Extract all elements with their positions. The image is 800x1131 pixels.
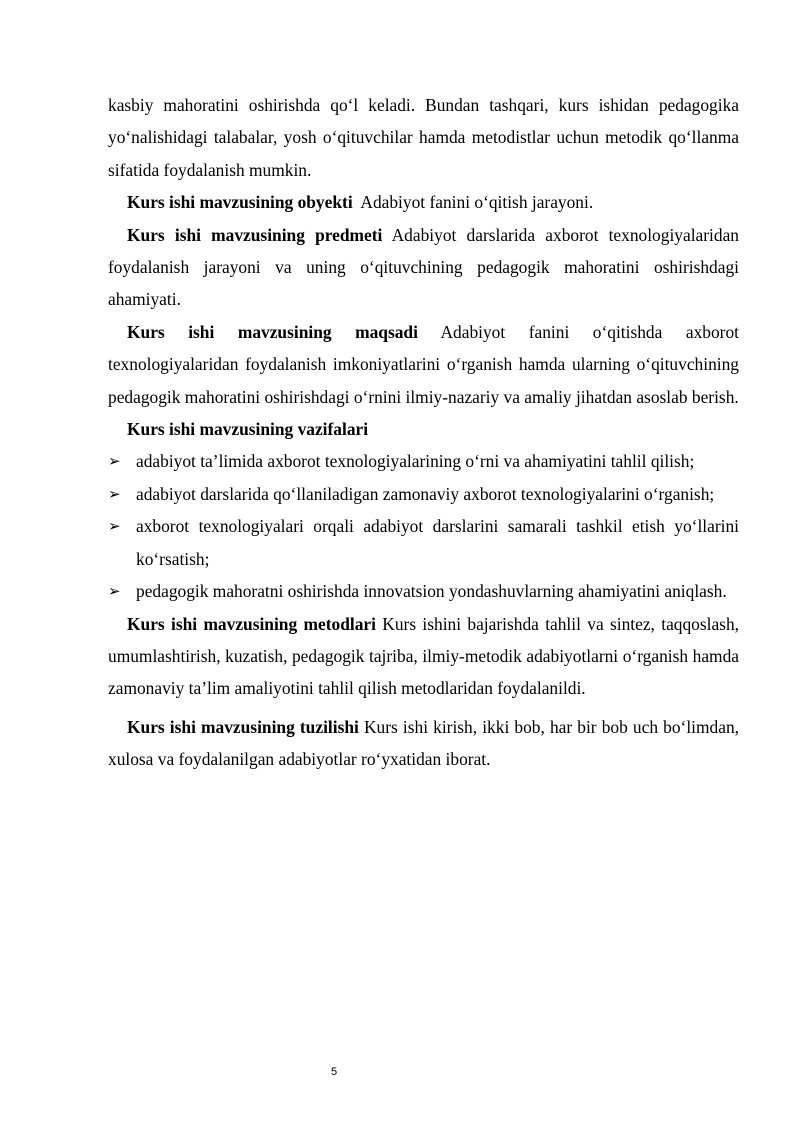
goal-text: Adabiyot fanini o‘qitishda axborot texnologiyalaridan foydalanish imkoniyatlarini o‘rganish hamda ularning o‘qituvchining pedagogik mahoratini oshirishdagi o‘rnini ilmiy-nazariy va amaliy jihatdan asoslab berish. (108, 321, 744, 407)
object-text: Adabiyot fanini o‘qitish jarayoni. (352, 192, 594, 213)
task-text: adabiyot darslarida qo‘llaniladigan zamonaviy axborot texnologiyalarini o‘rganish; (136, 483, 715, 504)
subject-label: Kurs ishi mavzusining predmeti (127, 224, 383, 245)
subject-text: Adabiyot darslarida axborot texnologiyalaridan foydalanish jarayoni va uning o‘qituvchining pedagogik mahoratini oshirishdagi ahamiyati. (108, 224, 744, 310)
list-item (108, 478, 739, 510)
document-page (108, 89, 744, 776)
task-text: adabiyot ta’limida axborot texnologiyalarining o‘rni va ahamiyatini tahlil qilish; (136, 451, 695, 472)
methods-paragraph (108, 608, 744, 705)
structure-paragraph (108, 711, 744, 776)
list-item (108, 510, 739, 575)
object-paragraph (108, 186, 739, 218)
subject-paragraph (108, 219, 744, 316)
structure-text: Kurs ishi kirish, ikki bob, har bir bob uch bo‘limdan, xulosa va foydalanilgan adabiyotlar ro‘yxatidan iborat. (108, 716, 744, 770)
structure-label: Kurs ishi mavzusining tuzilishi (127, 716, 359, 737)
list-item (108, 445, 739, 477)
tasks-heading: Kurs ishi mavzusining vazifalari (127, 419, 369, 440)
methods-label: Kurs ishi mavzusining metodlari (127, 613, 376, 634)
arrow-bullet-icon: ➢ (108, 517, 121, 536)
methods-text: Kurs ishini bajarishda tahlil va sintez, taqqoslash, umumlashtirish, kuzatish, pedagogik tajriba, ilmiy-metodik adabiyotlarni o‘rganish hamda zamonaviy ta’lim amaliyotini tahlil qilish metodlaridan foydalanildi. (108, 613, 744, 699)
task-text: pedagogik mahoratni oshirishda innovatsion yondashuvlarning ahamiyatini aniqlash. (136, 581, 727, 602)
arrow-bullet-icon: ➢ (108, 452, 121, 471)
arrow-bullet-icon: ➢ (108, 484, 121, 503)
page-number: 5 (330, 1066, 338, 1078)
arrow-bullet-icon: ➢ (108, 582, 121, 601)
task-text: axborot texnologiyalari orqali adabiyot darslarini samarali tashkil etish yo‘llarini ko‘rsatish; (136, 516, 739, 569)
intro-paragraph: kasbiy mahoratini oshirishda qo‘l keladi. Bundan tashqari, kurs ishidan pedagogika yo‘nalishidagi talabalar, yosh o‘qituvchilar hamda metodistlar uchun metodik qo‘llanma sifatida foydalanish mumkin. (108, 95, 739, 180)
goal-label: Kurs ishi mavzusining maqsadi (127, 321, 418, 342)
tasks-list (108, 445, 739, 607)
goal-paragraph (108, 316, 744, 413)
list-item (108, 575, 739, 607)
object-label: Kurs ishi mavzusining obyekti (127, 192, 353, 213)
